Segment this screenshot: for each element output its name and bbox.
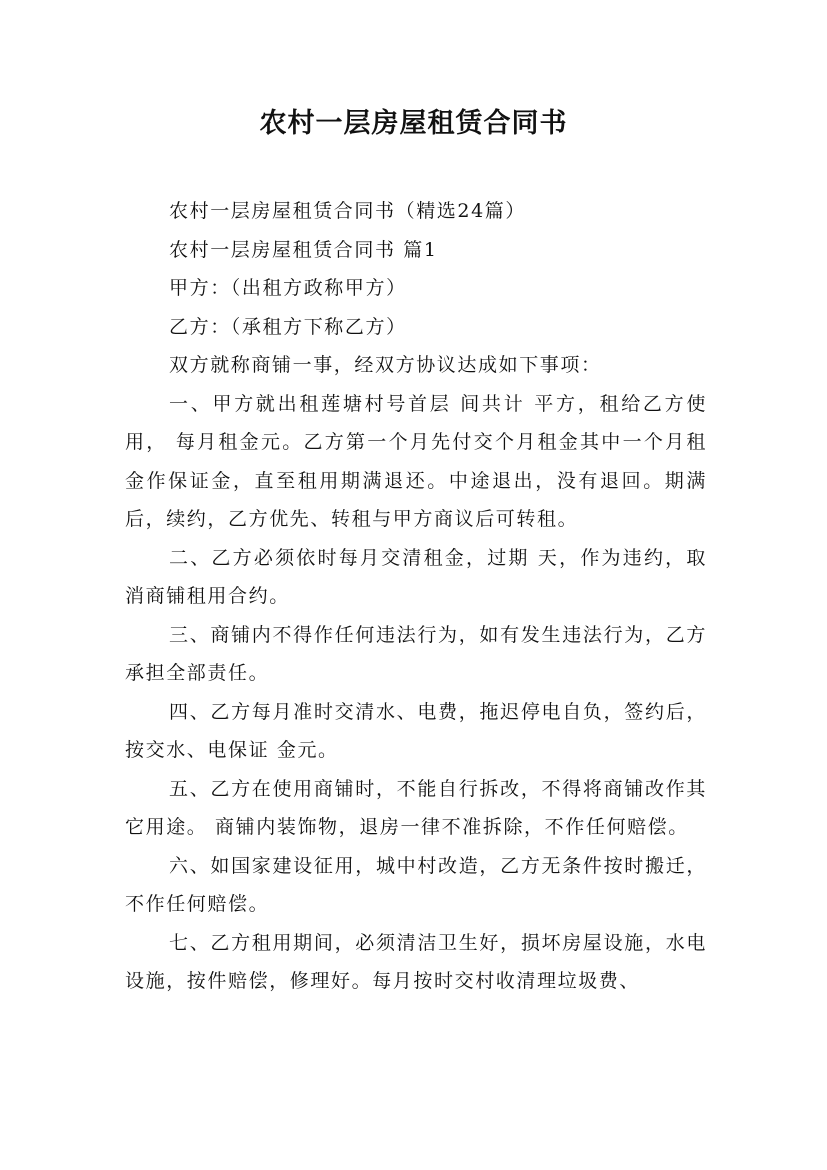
clause-2: 二、乙方必须依时每月交清租金，过期 天，作为违约，取消商铺租用合约。 — [125, 546, 707, 607]
clause-1: 一、甲方就出租莲塘村号首层 间共计 平方，租给乙方使用， 每月租金元。乙方第一个月先付交个月租金其中一个月租金作保证金，直至租用期满退还。中途退出，没有退回。期满后，续约，乙方优先、转租与甲方商议后可转租。 — [125, 392, 707, 530]
clause-3: 三、商铺内不得作任何违法行为，如有发生违法行为，乙方承担全部责任。 — [125, 623, 707, 684]
paragraph-section-heading: 农村一层房屋租赁合同书 篇1 — [169, 238, 438, 261]
clause-4: 四、乙方每月准时交清水、电费，拖迟停电自负，签约后，按交水、电保证 金元。 — [125, 700, 707, 761]
clause-6: 六、如国家建设征用，城中村改造，乙方无条件按时搬迁，不作任何赔偿。 — [125, 854, 707, 915]
clause-5: 五、乙方在使用商铺时，不能自行拆改，不得将商铺改作其它用途。 商铺内装饰物，退房一律不准拆除，不作任何赔偿。 — [125, 777, 707, 838]
clause-7: 七、乙方租用期间，必须清洁卫生好，损坏房屋设施，水电设施，按件赔偿，修理好。每月按时交村收清理垃圾费、 — [125, 931, 707, 992]
document-title: 农村一层房屋租赁合同书 — [259, 108, 568, 139]
document-body — [125, 192, 707, 1001]
paragraph-party-a: 甲方：（出租方政称甲方） — [169, 277, 407, 299]
paragraph-intro-heading: 农村一层房屋租赁合同书（精选24篇） — [169, 200, 526, 222]
paragraph-party-b: 乙方：（承租方下称乙方） — [169, 315, 407, 338]
paragraph-agreement-intro: 双方就称商铺一事，经双方协议达成如下事项： — [169, 354, 602, 376]
